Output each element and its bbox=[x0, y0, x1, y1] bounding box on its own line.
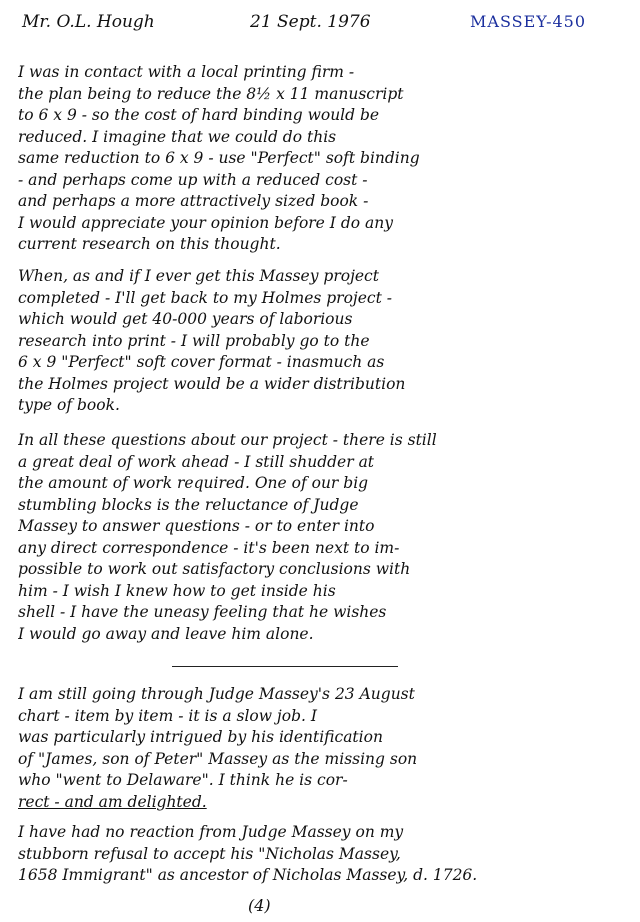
text-line: I would go away and leave him alone. bbox=[18, 624, 314, 643]
text-line: of "James, son of Peter" Massey as the missing son bbox=[18, 749, 418, 768]
paragraph-printing-plan bbox=[18, 62, 622, 256]
text-line: When, as and if I ever get this Massey project bbox=[18, 267, 379, 285]
text-line: shell - I have the uneasy feeling that he wishes bbox=[18, 603, 387, 621]
text-line: rect - and am delighted. bbox=[18, 792, 207, 811]
paragraph-holmes-project bbox=[18, 266, 622, 417]
text-line: stubborn refusal to accept his "Nicholas Massey, bbox=[18, 844, 401, 863]
text-line: research into print - I will probably go to the bbox=[18, 331, 370, 350]
text-line: type of book. bbox=[18, 396, 120, 414]
text-line: stumbling blocks is the reluctance of Judge bbox=[18, 495, 359, 514]
text-line: In all these questions about our project - there is still bbox=[18, 431, 437, 449]
text-line: a great deal of work ahead - I still shudder at bbox=[18, 452, 375, 471]
text-line: who "went to Delaware". I think he is cor- bbox=[18, 771, 348, 789]
recipient-name: Mr. O.L. Hough bbox=[22, 12, 155, 32]
page-number: (4) bbox=[248, 896, 271, 915]
text-line: was particularly intrigued by his identification bbox=[18, 728, 383, 746]
text-line: I have had no reaction from Judge Massey on my bbox=[18, 823, 404, 841]
text-line: him - I wish I knew how to get inside his bbox=[18, 581, 336, 600]
text-line: chart - item by item - it is a slow job. I bbox=[18, 706, 317, 725]
text-line: the amount of work required. One of our big bbox=[18, 474, 369, 492]
text-line: same reduction to 6 x 9 - use "Perfect" soft binding bbox=[18, 149, 420, 167]
text-line: any direct correspondence - it's been next to im- bbox=[18, 538, 400, 557]
text-line: the Holmes project would be a wider distribution bbox=[18, 374, 406, 393]
text-line: - and perhaps come up with a reduced cost - bbox=[18, 170, 368, 189]
text-line: I am still going through Judge Massey's 23 August bbox=[18, 685, 415, 703]
text-line: I was in contact with a local printing firm - bbox=[18, 63, 355, 81]
paragraph-project-questions bbox=[18, 430, 622, 645]
text-line: possible to work out satisfactory conclusions with bbox=[18, 560, 411, 578]
text-line: completed - I'll get back to my Holmes project - bbox=[18, 288, 392, 307]
text-line: to 6 x 9 - so the cost of hard binding would be bbox=[18, 106, 380, 124]
text-line: current research on this thought. bbox=[18, 235, 281, 253]
paragraph-nicholas-massey bbox=[18, 822, 622, 887]
text-line: I would appreciate your opinion before I do any bbox=[18, 213, 393, 232]
section-divider bbox=[172, 666, 398, 667]
text-line: reduced. I imagine that we could do this bbox=[18, 127, 337, 146]
file-tag: MASSEY-450 bbox=[470, 12, 587, 31]
paragraph-august-chart bbox=[18, 684, 622, 813]
text-line: 1658 Immigrant" as ancestor of Nicholas Massey, d. 1726. bbox=[18, 866, 478, 884]
text-line: 6 x 9 "Perfect" soft cover format - inasmuch as bbox=[18, 353, 385, 371]
text-line: Massey to answer questions - or to enter into bbox=[18, 517, 375, 535]
text-line: and perhaps a more attractively sized book - bbox=[18, 192, 369, 210]
letter-date: 21 Sept. 1976 bbox=[250, 12, 371, 32]
text-line: which would get 40-000 years of laborious bbox=[18, 310, 353, 328]
text-line: the plan being to reduce the 8½ x 11 manuscript bbox=[18, 84, 404, 103]
